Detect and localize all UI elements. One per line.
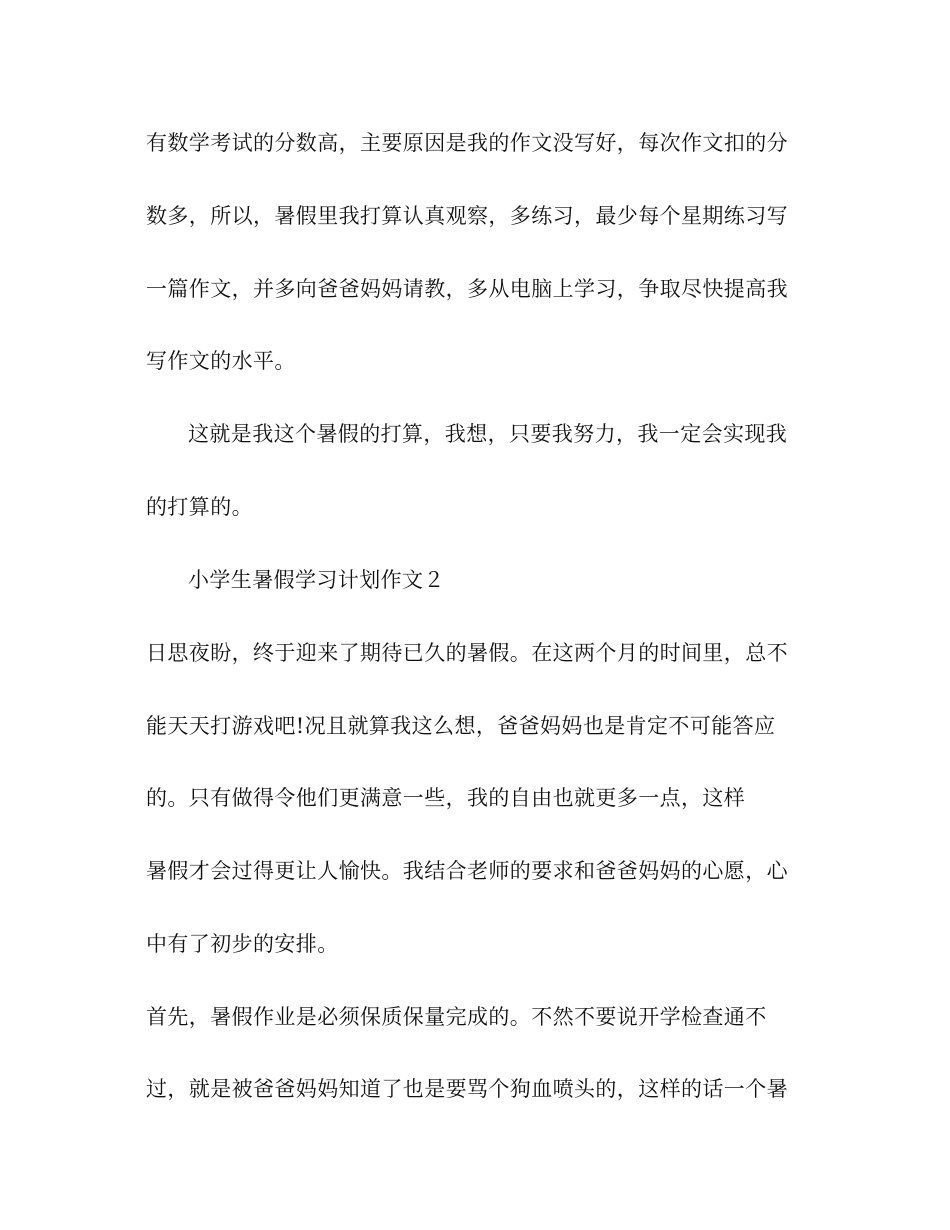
text-line: 的打算的。 [146, 495, 253, 519]
text-line: 能天天打游戏吧!况且就算我这么想，爸爸妈妈也是肯定不可能答应 [146, 714, 776, 738]
text-line: 有数学考试的分数高，主要原因是我的作文没写好，每次作文扣的分 [146, 131, 788, 155]
text-line: 的。只有做得令他们更满意一些，我的自由也就更多一点，这样 [146, 786, 746, 810]
text-line: 首先，暑假作业是必须保质保量完成的。不然不要说开学检查通不 [146, 1005, 767, 1029]
text-line: 日思夜盼，终于迎来了期待已久的暑假。在这两个月的时间里，总不 [146, 641, 788, 665]
text-line: 这就是我这个暑假的打算，我想，只要我努力，我一定会实现我 [188, 422, 788, 446]
section-heading: 小学生暑假学习计划作文２ [188, 568, 445, 592]
text-line: 写作文的水平。 [146, 349, 296, 373]
text-line: 中有了初步的安排。 [146, 932, 339, 956]
text-line: 暑假才会过得更让人愉快。我结合老师的要求和爸爸妈妈的心愿，心 [146, 859, 788, 883]
text-line: 数多，所以，暑假里我打算认真观察，多练习，最少每个星期练习写 [146, 204, 788, 228]
text-line: 一篇作文，并多向爸爸妈妈请教，多从电脑上学习，争取尽快提高我 [146, 277, 788, 301]
text-line: 过，就是被爸爸妈妈知道了也是要骂个狗血喷头的，这样的话一个暑 [146, 1077, 788, 1101]
